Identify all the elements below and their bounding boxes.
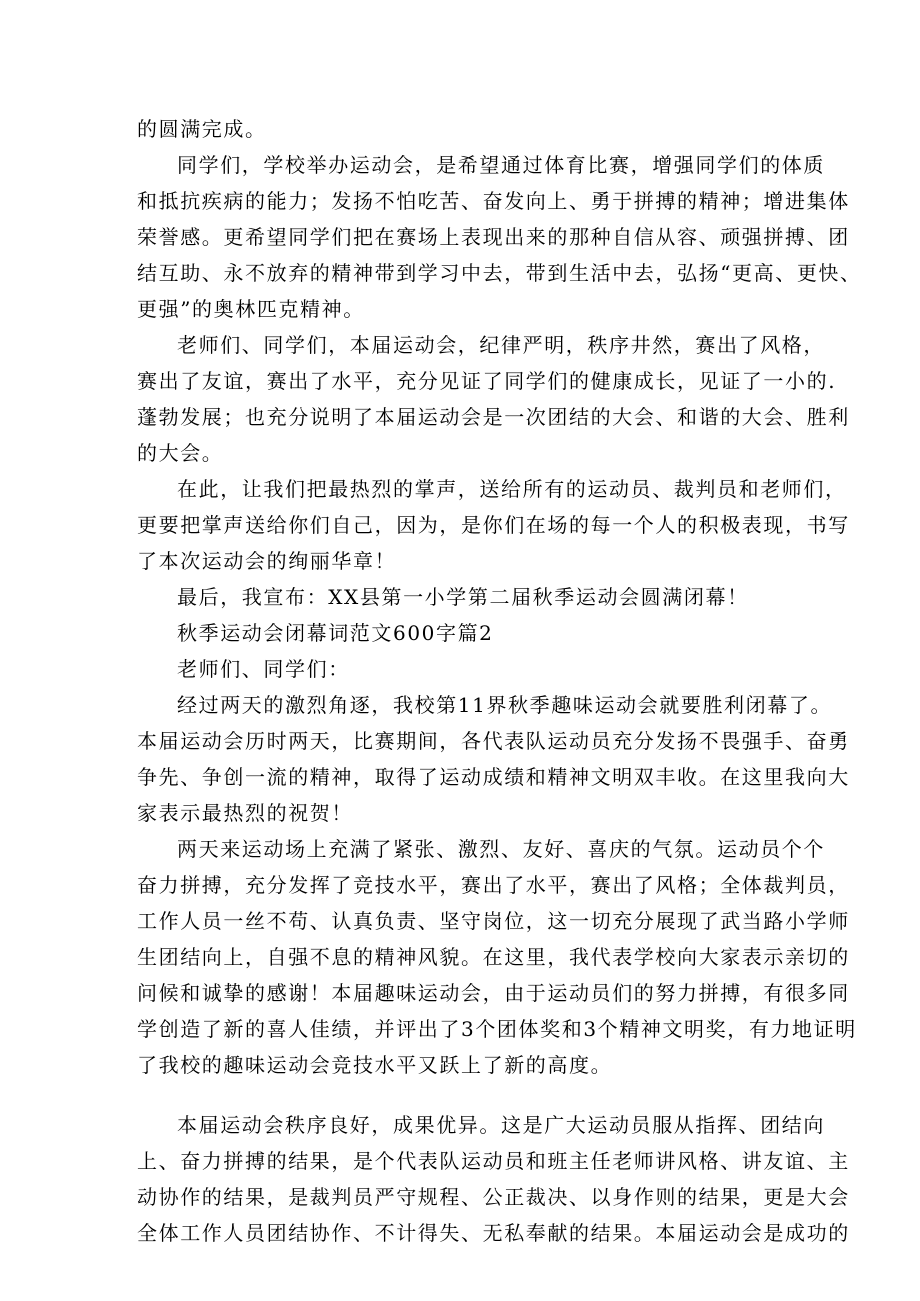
- text-line: 蓬勃发展；也充分说明了本届运动会是一次团结的大会、和谐的大会、胜利: [137, 405, 850, 429]
- text-line: 秋季运动会闭幕词范文600字篇2: [177, 621, 494, 645]
- text-line: 和抵抗疾病的能力；发扬不怕吃苦、奋发向上、勇于拼搏的精神；增进集体: [137, 189, 850, 213]
- text-line: 在此，让我们把最热烈的掌声，送给所有的运动员、裁判员和老师们，: [177, 477, 847, 501]
- text-line: 奋力拼搏，充分发挥了竞技水平，赛出了水平，赛出了风格；全体裁判员，: [137, 873, 850, 897]
- text-line: 全体工作人员团结协作、不计得失、无私奉献的结果。本届运动会是成功的: [137, 1221, 850, 1245]
- text-line: 本届运动会历时两天，比赛期间，各代表队运动员充分发扬不畏强手、奋勇: [137, 729, 850, 753]
- document-body: [137, 111, 862, 1251]
- text-line: 更要把掌声送给你们自己，因为，是你们在场的每一个人的积极表现，书写: [137, 513, 850, 537]
- text-line: 动协作的结果，是裁判员严守规程、公正裁决、以身作则的结果，更是大会: [137, 1185, 850, 1209]
- text-line: 生团结向上，自强不息的精神风貌。在这里，我代表学校向大家表示亲切的: [137, 945, 850, 969]
- text-line: 赛出了友谊，赛出了水平，充分见证了同学们的健康成长，见证了一小的.: [137, 369, 837, 393]
- text-line: 两天来运动场上充满了紧张、激烈、友好、喜庆的气氛。运动员个个: [177, 837, 825, 861]
- text-line: 的圆满完成。: [137, 117, 267, 141]
- text-line: 同学们，学校举办运动会，是希望通过体育比赛，增强同学们的体质: [177, 153, 825, 177]
- text-line: 经过两天的激烈角逐，我校第11界秋季趣味运动会就要胜利闭幕了。: [177, 693, 833, 717]
- text-line: 上、奋力拼搏的结果，是个代表队运动员和班主任老师讲风格、讲友谊、主: [137, 1149, 850, 1173]
- text-line: 最后，我宣布：XX县第一小学第二届秋季运动会圆满闭幕！: [177, 585, 749, 609]
- text-line: 本届运动会秩序良好，成果优异。这是广大运动员服从指挥、团结向: [177, 1113, 825, 1137]
- text-line: 更强”的奥林匹克精神。: [137, 297, 365, 321]
- text-line: 老师们、同学们：: [177, 657, 350, 681]
- text-line: 了本次运动会的绚丽华章！: [137, 549, 397, 573]
- text-line: 的大会。: [137, 441, 224, 465]
- text-line: 学创造了新的喜人佳绩，并评出了3个团体奖和3个精神文明奖，有力地证明: [137, 1017, 857, 1041]
- text-line: 了我校的趣味运动会竞技水平又跃上了新的高度。: [137, 1053, 613, 1077]
- text-line: 老师们、同学们，本届运动会，纪律严明，秩序井然，赛出了风格，: [177, 333, 825, 357]
- text-line: 问候和诚挚的感谢！本届趣味运动会，由于运动员们的努力拼搏，有很多同: [137, 981, 850, 1005]
- text-line: 结互助、永不放弃的精神带到学习中去，带到生活中去，弘扬“更高、更快、: [137, 261, 862, 285]
- text-line: 争先、争创一流的精神，取得了运动成绩和精神文明双丰收。在这里我向大: [137, 765, 850, 789]
- text-line: 荣誉感。更希望同学们把在赛场上表现出来的那种自信从容、顽强拼搏、团: [137, 225, 850, 249]
- text-line: 工作人员一丝不苟、认真负责、坚守岗位，这一切充分展现了武当路小学师: [137, 909, 850, 933]
- text-line: 家表示最热烈的祝贺！: [137, 801, 353, 825]
